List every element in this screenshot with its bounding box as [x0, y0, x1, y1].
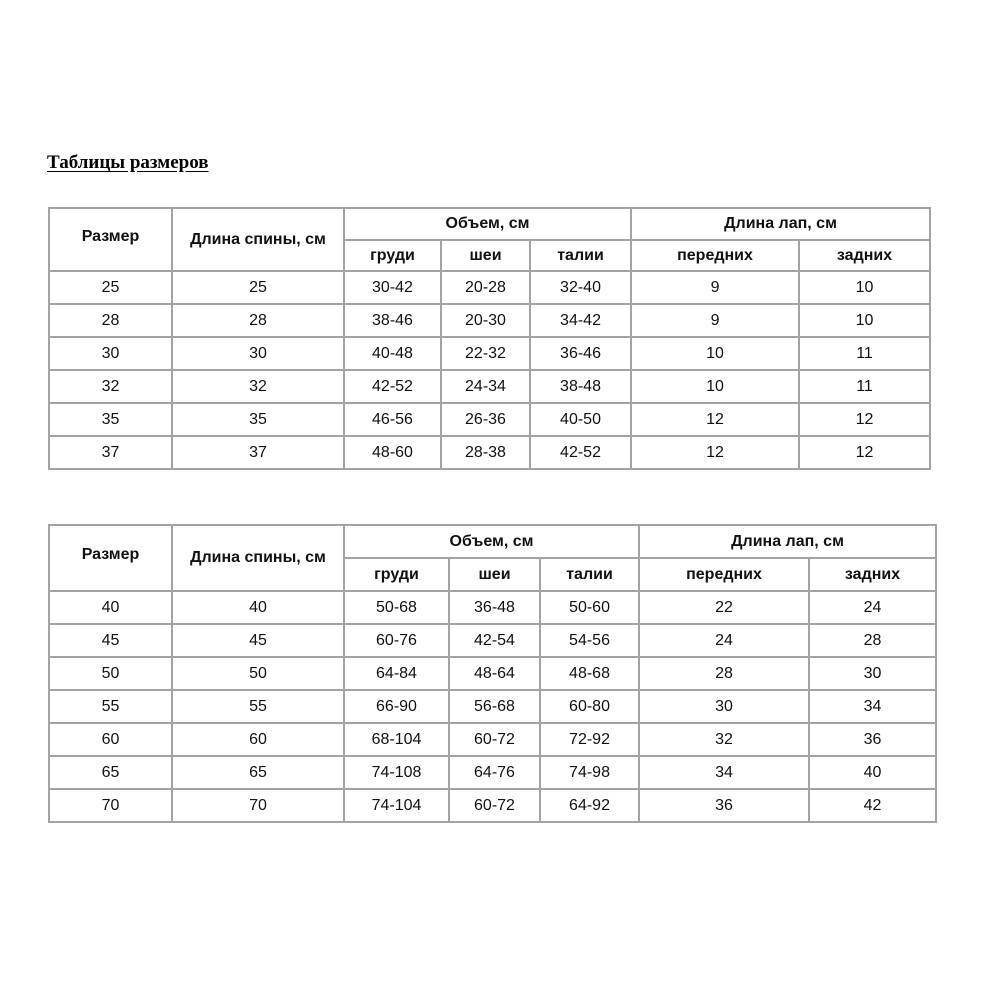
table-row [49, 304, 930, 337]
cell-chest: 64-84 [344, 657, 449, 690]
cell-waist: 32-40 [530, 271, 631, 304]
cell-chest: 38-46 [344, 304, 441, 337]
header-chest: груди [344, 240, 441, 271]
cell-size: 50 [49, 657, 172, 690]
header-paw-length-group: Длина лап, см [639, 525, 936, 558]
cell-chest: 74-108 [344, 756, 449, 789]
cell-neck: 60-72 [449, 723, 540, 756]
cell-hind: 28 [809, 624, 936, 657]
cell-chest: 48-60 [344, 436, 441, 469]
cell-back-length: 55 [172, 690, 344, 723]
cell-front: 9 [631, 304, 799, 337]
header-volume-group: Объем, см [344, 525, 639, 558]
cell-back-length: 45 [172, 624, 344, 657]
cell-hind: 11 [799, 370, 930, 403]
cell-chest: 60-76 [344, 624, 449, 657]
cell-back-length: 30 [172, 337, 344, 370]
cell-waist: 40-50 [530, 403, 631, 436]
header-hind: задних [809, 558, 936, 591]
header-chest: груди [344, 558, 449, 591]
header-paw-length-group: Длина лап, см [631, 208, 930, 240]
cell-hind: 34 [809, 690, 936, 723]
cell-waist: 48-68 [540, 657, 639, 690]
cell-back-length: 65 [172, 756, 344, 789]
cell-back-length: 25 [172, 271, 344, 304]
cell-neck: 24-34 [441, 370, 530, 403]
cell-size: 28 [49, 304, 172, 337]
size-table-2 [48, 524, 937, 823]
cell-waist: 36-46 [530, 337, 631, 370]
table-row [49, 271, 930, 304]
table-row [49, 370, 930, 403]
header-back-length: Длина спины, см [172, 208, 344, 271]
table-row [49, 403, 930, 436]
cell-front: 28 [639, 657, 809, 690]
header-waist: талии [530, 240, 631, 271]
cell-neck: 36-48 [449, 591, 540, 624]
cell-back-length: 37 [172, 436, 344, 469]
cell-chest: 46-56 [344, 403, 441, 436]
cell-back-length: 40 [172, 591, 344, 624]
cell-size: 32 [49, 370, 172, 403]
cell-front: 12 [631, 403, 799, 436]
header-neck: шеи [449, 558, 540, 591]
cell-neck: 64-76 [449, 756, 540, 789]
cell-front: 34 [639, 756, 809, 789]
cell-size: 30 [49, 337, 172, 370]
table-row [49, 657, 936, 690]
cell-chest: 40-48 [344, 337, 441, 370]
cell-hind: 42 [809, 789, 936, 822]
cell-chest: 30-42 [344, 271, 441, 304]
header-volume-group: Объем, см [344, 208, 631, 240]
cell-neck: 28-38 [441, 436, 530, 469]
cell-neck: 60-72 [449, 789, 540, 822]
table-row [49, 789, 936, 822]
header-size: Размер [49, 208, 172, 271]
cell-back-length: 32 [172, 370, 344, 403]
header-front: передних [639, 558, 809, 591]
cell-waist: 54-56 [540, 624, 639, 657]
cell-size: 40 [49, 591, 172, 624]
cell-size: 65 [49, 756, 172, 789]
cell-size: 37 [49, 436, 172, 469]
cell-waist: 34-42 [530, 304, 631, 337]
cell-waist: 42-52 [530, 436, 631, 469]
cell-front: 9 [631, 271, 799, 304]
cell-waist: 38-48 [530, 370, 631, 403]
cell-waist: 50-60 [540, 591, 639, 624]
cell-chest: 68-104 [344, 723, 449, 756]
cell-waist: 72-92 [540, 723, 639, 756]
cell-back-length: 50 [172, 657, 344, 690]
cell-front: 36 [639, 789, 809, 822]
table-row [49, 756, 936, 789]
header-size: Размер [49, 525, 172, 591]
table-row [49, 436, 930, 469]
table-row [49, 624, 936, 657]
cell-waist: 74-98 [540, 756, 639, 789]
cell-neck: 48-64 [449, 657, 540, 690]
cell-size: 55 [49, 690, 172, 723]
size-table-1 [48, 207, 931, 470]
cell-front: 22 [639, 591, 809, 624]
cell-back-length: 35 [172, 403, 344, 436]
cell-waist: 64-92 [540, 789, 639, 822]
cell-neck: 26-36 [441, 403, 530, 436]
cell-chest: 74-104 [344, 789, 449, 822]
table-row [49, 337, 930, 370]
cell-neck: 42-54 [449, 624, 540, 657]
cell-front: 24 [639, 624, 809, 657]
cell-chest: 66-90 [344, 690, 449, 723]
cell-neck: 22-32 [441, 337, 530, 370]
cell-chest: 50-68 [344, 591, 449, 624]
cell-hind: 24 [809, 591, 936, 624]
table-row [49, 591, 936, 624]
cell-chest: 42-52 [344, 370, 441, 403]
cell-size: 35 [49, 403, 172, 436]
cell-size: 45 [49, 624, 172, 657]
header-neck: шеи [441, 240, 530, 271]
header-front: передних [631, 240, 799, 271]
cell-size: 70 [49, 789, 172, 822]
cell-neck: 56-68 [449, 690, 540, 723]
cell-front: 32 [639, 723, 809, 756]
cell-size: 60 [49, 723, 172, 756]
cell-front: 12 [631, 436, 799, 469]
cell-hind: 10 [799, 271, 930, 304]
table-row [49, 723, 936, 756]
page-title: Таблицы размеров [47, 152, 209, 173]
cell-size: 25 [49, 271, 172, 304]
cell-hind: 30 [809, 657, 936, 690]
cell-back-length: 28 [172, 304, 344, 337]
cell-front: 10 [631, 370, 799, 403]
cell-front: 10 [631, 337, 799, 370]
cell-back-length: 70 [172, 789, 344, 822]
cell-waist: 60-80 [540, 690, 639, 723]
cell-neck: 20-30 [441, 304, 530, 337]
cell-hind: 36 [809, 723, 936, 756]
table-row [49, 690, 936, 723]
cell-hind: 10 [799, 304, 930, 337]
header-hind: задних [799, 240, 930, 271]
cell-front: 30 [639, 690, 809, 723]
cell-hind: 12 [799, 436, 930, 469]
header-back-length: Длина спины, см [172, 525, 344, 591]
cell-neck: 20-28 [441, 271, 530, 304]
cell-hind: 12 [799, 403, 930, 436]
cell-hind: 11 [799, 337, 930, 370]
cell-back-length: 60 [172, 723, 344, 756]
cell-hind: 40 [809, 756, 936, 789]
header-waist: талии [540, 558, 639, 591]
